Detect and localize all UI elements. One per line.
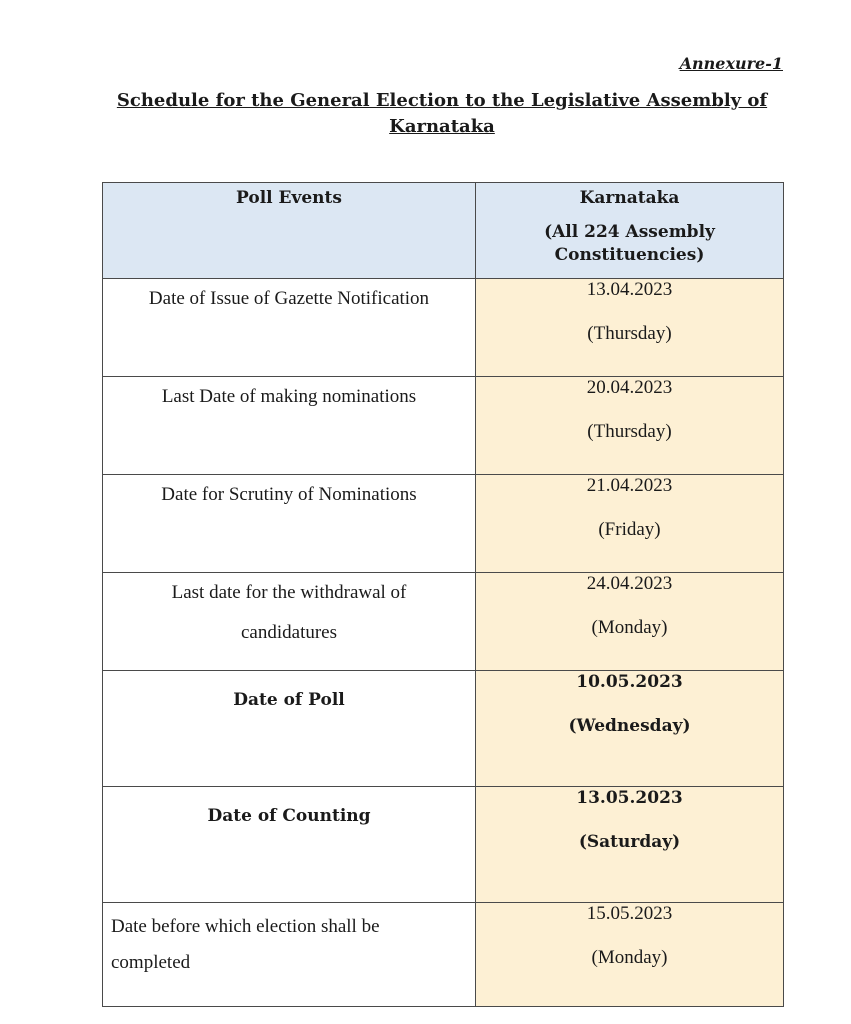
- date-scrutiny-nominations: [476, 475, 784, 573]
- day-value: (Thursday): [587, 421, 672, 442]
- event-date-of-counting: Date of Counting: [103, 787, 476, 903]
- event-scrutiny-nominations: Date for Scrutiny of Nominations: [103, 475, 476, 573]
- day-value: (Saturday): [578, 832, 681, 852]
- date-last-date-nominations: [476, 377, 784, 475]
- table-header-row: [103, 183, 784, 279]
- date-of-counting: [476, 787, 784, 903]
- event-gazette-notification: Date of Issue of Gazette Notification: [103, 279, 476, 377]
- date-value: 10.05.2023: [576, 672, 683, 692]
- event-date-of-poll: Date of Poll: [103, 671, 476, 787]
- title-line-1: Schedule for the General Election to the Legislative Assembly of: [116, 90, 768, 111]
- table-row: [103, 573, 784, 671]
- date-of-poll: [476, 671, 784, 787]
- day-value: (Monday): [591, 617, 668, 638]
- annexure-label: Annexure-1: [679, 54, 783, 73]
- event-last-date-nominations: Last Date of making nominations: [103, 377, 476, 475]
- date-withdrawal-candidatures: [476, 573, 784, 671]
- table-row: [103, 279, 784, 377]
- date-value: 15.05.2023: [586, 903, 673, 924]
- table-row: [103, 671, 784, 787]
- event-election-completion: Date before which election shall be completed: [103, 903, 476, 1007]
- header-state-name: Karnataka: [579, 188, 680, 208]
- date-gazette-notification: [476, 279, 784, 377]
- header-karnataka: [476, 183, 784, 279]
- day-value: (Friday): [598, 519, 661, 540]
- document-title: [100, 88, 784, 140]
- date-value: 20.04.2023: [586, 377, 673, 398]
- day-value: (Monday): [591, 947, 668, 968]
- table-row: [103, 787, 784, 903]
- date-election-completion: [476, 903, 784, 1007]
- header-poll-events: Poll Events: [103, 183, 476, 279]
- election-schedule-table: [102, 182, 784, 1007]
- day-value: (Wednesday): [568, 716, 691, 736]
- date-value: 21.04.2023: [586, 475, 673, 496]
- header-constituencies-line1: (All 224 Assembly: [544, 222, 715, 242]
- table-row: [103, 377, 784, 475]
- day-value: (Thursday): [587, 323, 672, 344]
- title-line-2: Karnataka: [389, 116, 495, 137]
- event-withdrawal-candidatures: Last date for the withdrawal of candidatures: [103, 573, 476, 671]
- date-value: 13.04.2023: [586, 279, 673, 300]
- header-constituencies-line2: Constituencies): [554, 245, 705, 265]
- table-row: [103, 903, 784, 1007]
- date-value: 13.05.2023: [576, 788, 683, 808]
- table-row: [103, 475, 784, 573]
- date-value: 24.04.2023: [586, 573, 673, 594]
